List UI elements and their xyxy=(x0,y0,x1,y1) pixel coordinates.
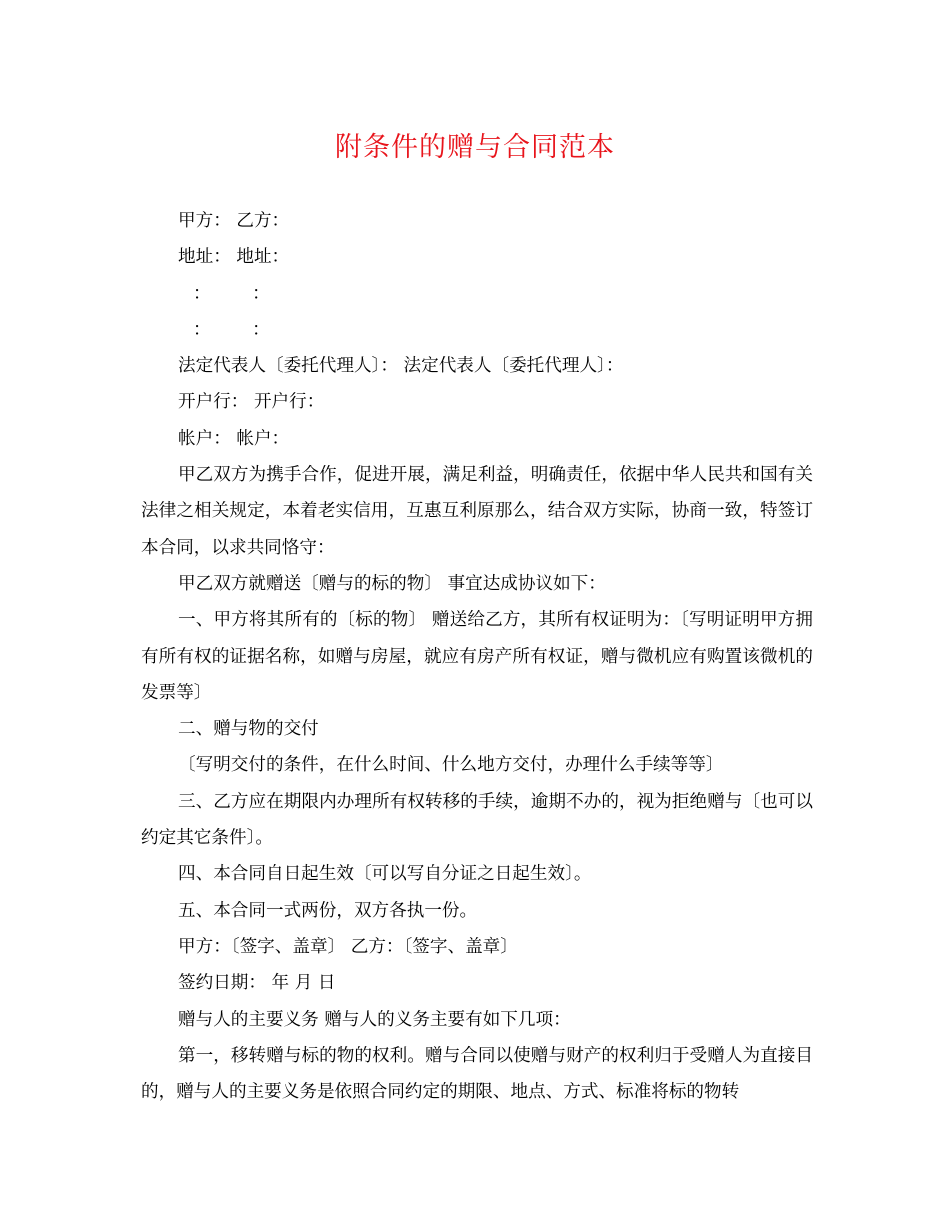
document-title: 附条件的赠与合同范本 xyxy=(335,132,615,163)
signing-date-line: 签约日期： 年 月 日 xyxy=(178,973,336,994)
clause-1: 一、甲方将其所有的〔标的物〕 赠送给乙方，其所有权证明为：〔写明证明甲方拥有所有权的证据名称，如赠与房屋，就应有房产所有权证，赠与微机应有购置该微机的发票等〕 xyxy=(141,610,813,703)
party-line: 甲方： 乙方： xyxy=(178,211,290,231)
obligation-1: 第一，移转赠与标的物的权利。赠与合同以使赠与财产的权利归于受赠人为直接目的，赠与人的主要义务是依照合同约定的期限、地点、方式、标准将标的物转 xyxy=(141,1045,813,1103)
agreement-intro: 甲乙双方就赠送〔赠与的标的物〕 事宜达成协议如下： xyxy=(178,573,606,594)
signature-line: 甲方：〔签字、盖章〕 乙方：〔签字、盖章〕 xyxy=(178,936,518,957)
clause-2-detail: 〔写明交付的条件，在什么时间、什么地方交付，办理什么手续等等〕 xyxy=(178,755,724,776)
clause-4: 四、本合同自日起生效〔可以写自分证之日起生效〕。 xyxy=(178,864,592,885)
bank-line: 开户行： 开户行： xyxy=(178,392,325,413)
preamble-paragraph: 甲乙双方为携手合作，促进开展，满足利益，明确责任，依据中华人民共和国有关法律之相关规定，本着老实信用，互惠互利原那么，结合双方实际，协商一致，特签订本合同，以求共同恪守： xyxy=(141,465,813,558)
account-line: 帐户： 帐户： xyxy=(178,428,290,449)
clause-3: 三、乙方应在期限内办理所有权转移的手续，逾期不办的，视为拒绝赠与〔也可以约定其它条件〕。 xyxy=(141,791,813,849)
document-body xyxy=(141,203,813,1110)
blank-field-line: ： ： xyxy=(193,283,288,304)
blank-field-line: ： ： xyxy=(193,319,288,340)
obligations-heading: 赠与人的主要义务 赠与人的义务主要有如下几项： xyxy=(178,1009,571,1030)
address-line: 地址： 地址： xyxy=(178,247,290,268)
clause-2-heading: 二、赠与物的交付 xyxy=(178,719,319,740)
legal-representative-line: 法定代表人〔委托代理人〕： 法定代表人〔委托代理人〕： xyxy=(178,356,624,377)
clause-5: 五、本合同一式两份，双方各执一份。 xyxy=(178,900,478,921)
